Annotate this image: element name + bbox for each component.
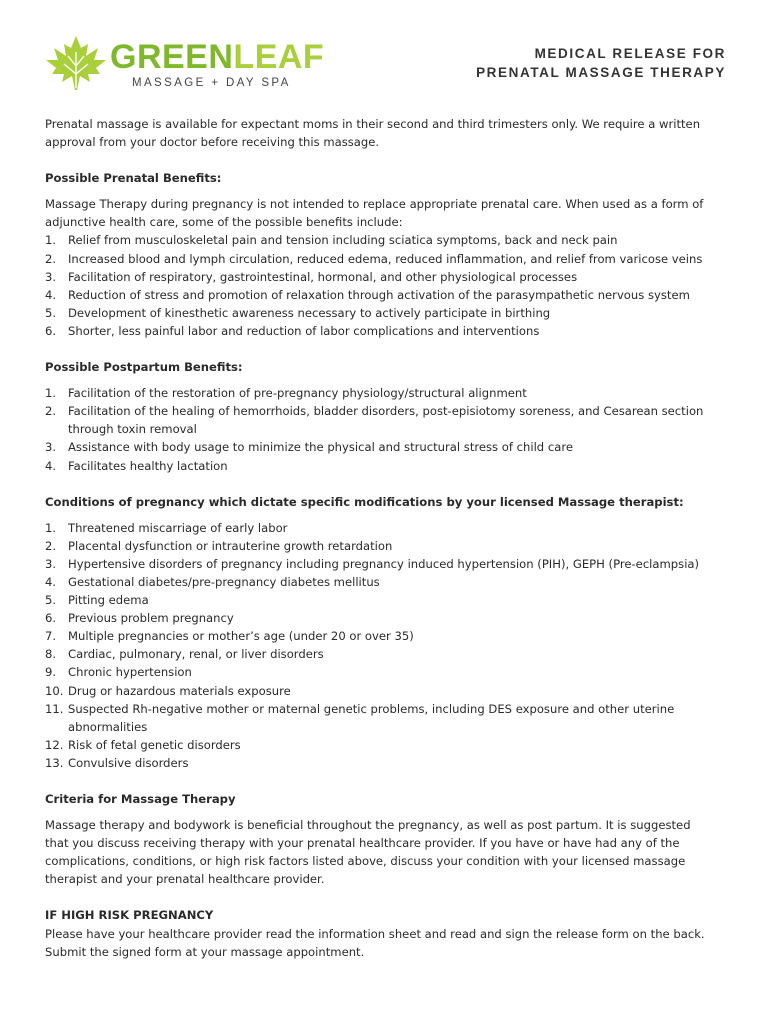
list-item [45,322,705,340]
title-line-1: MEDICAL RELEASE FOR [534,46,726,61]
list-item-number: 9. [45,665,57,680]
list-item [45,304,705,322]
list-item-text: Suspected Rh-negative mother or maternal genetic problems, including DES exposure and other uterine abnormalities [68,701,675,734]
high-risk-heading: IF HIGH RISK PREGNANCY [45,908,214,923]
prenatal-heading: Possible Prenatal Benefits: [45,171,222,186]
list-item-text: Pitting edema [68,593,149,608]
list-item [45,736,705,754]
list-item-number: 8. [45,647,57,662]
list-item [45,700,705,736]
logo [44,34,325,94]
list-item-number: 2. [45,251,57,266]
conditions-heading: Conditions of pregnancy which dictate specific modifications by your licensed Massage therapist: [45,494,684,509]
list-item-number: 5. [45,305,57,320]
list-item-number: 10. [45,683,64,698]
list-item [45,438,705,456]
criteria-heading: Criteria for Massage Therapy [45,792,236,806]
list-item-number: 13. [45,755,64,770]
list-item-number: 4. [45,574,57,589]
brand-name-part1: GREEN [110,38,234,76]
list-item-number: 4. [45,458,57,473]
list-item-text: Risk of fetal genetic disorders [68,737,241,752]
maple-leaf-icon [44,34,108,92]
list-item-text: Shorter, less painful labor and reduction of labor complications and interventions [68,323,540,338]
list-item-number: 2. [45,538,57,553]
brand-name-part2: LEAF [233,38,325,76]
list-item [45,286,705,304]
list-item-number: 6. [45,611,57,626]
list-item [45,645,705,663]
postpartum-benefits-list [45,384,705,474]
list-item-text: Facilitates healthy lactation [68,458,228,473]
list-item-number: 1. [45,233,57,248]
list-item-text: Development of kinesthetic awareness necessary to actively participate in birthing [68,305,551,320]
list-item [45,627,705,645]
list-item-text: Increased blood and lymph circulation, reduced edema, reduced inflammation, and relief from varicose veins [68,251,703,266]
list-item [45,573,705,591]
list-item [45,384,705,402]
list-item-number: 12. [45,737,64,752]
list-item-number: 7. [45,629,57,644]
list-item [45,268,705,286]
list-item-number: 5. [45,593,57,608]
list-item-text: Hypertensive disorders of pregnancy including pregnancy induced hypertension (PIH), GEPH (Pre-eclampsia) [68,556,700,571]
list-item-text: Convulsive disorders [68,755,189,770]
list-item [45,754,705,772]
title-line-2: PRENATAL MASSAGE THERAPY [476,65,726,80]
list-item [45,231,705,249]
list-item [45,519,705,537]
brand-tagline: MASSAGE + DAY SPA [132,77,291,89]
intro-paragraph: Prenatal massage is available for expectant moms in their second and third trimesters only. We require a written approval from your doctor before receiving this massage. [45,117,701,150]
list-item-text: Threatened miscarriage of early labor [68,520,288,535]
list-item-number: 1. [45,520,57,535]
list-item [45,402,705,438]
high-risk-paragraph: Please have your healthcare provider read the information sheet and read and sign the release form on the back. Submit the signed form at your massage appointment. [45,926,705,959]
list-item-text: Facilitation of the healing of hemorrhoids, bladder disorders, post-episiotomy soreness, and Cesarean section through toxin removal [68,404,704,437]
list-item-text: Multiple pregnancies or mother’s age (under 20 or over 35) [68,629,414,644]
brand-name [110,40,324,74]
list-item [45,609,705,627]
list-item-number: 3. [45,556,57,571]
conditions-list [45,519,705,772]
list-item-text: Previous problem pregnancy [68,611,234,626]
document-body [45,115,705,961]
list-item-number: 3. [45,440,57,455]
list-item-text: Facilitation of the restoration of pre-pregnancy physiology/structural alignment [68,386,527,401]
criteria-paragraph: Massage therapy and bodywork is beneficial throughout the pregnancy, as well as post partum. It is suggested that you discuss receiving therapy with your prenatal healthcare provider. If you have or have had any of the complications, conditions, or high risk factors listed above, discuss your condition with your licensed massage therapist and your prenatal healthcare provider. [45,818,691,887]
list-item [45,591,705,609]
list-item [45,537,705,555]
list-item [45,555,705,573]
list-item-text: Chronic hypertension [68,665,192,680]
list-item-text: Relief from musculoskeletal pain and tension including sciatica symptoms, back and neck pain [68,233,618,248]
list-item-number: 2. [45,404,57,419]
postpartum-heading: Possible Postpartum Benefits: [45,360,243,375]
list-item-text: Cardiac, pulmonary, renal, or liver disorders [68,647,324,662]
list-item [45,663,705,681]
list-item-text: Reduction of stress and promotion of relaxation through activation of the parasympathetic nervous system [68,287,690,302]
page-title [476,44,726,82]
list-item-number: 6. [45,323,57,338]
list-item-text: Facilitation of respiratory, gastrointestinal, hormonal, and other physiological processes [68,269,578,284]
list-item-text: Assistance with body usage to minimize the physical and structural stress of child care [68,440,573,455]
list-item [45,682,705,700]
prenatal-benefits-list [45,231,705,340]
list-item-number: 1. [45,386,57,401]
list-item-number: 11. [45,701,64,716]
list-item-text: Placental dysfunction or intrauterine growth retardation [68,538,393,553]
list-item [45,457,705,475]
list-item-number: 3. [45,269,57,284]
prenatal-intro: Massage Therapy during pregnancy is not intended to replace appropriate prenatal care. When used as a form of adjunctive health care, some of the possible benefits include: [45,197,704,230]
list-item-text: Gestational diabetes/pre-pregnancy diabetes mellitus [68,574,380,589]
list-item-number: 4. [45,287,57,302]
list-item-text: Drug or hazardous materials exposure [68,683,291,698]
list-item [45,250,705,268]
